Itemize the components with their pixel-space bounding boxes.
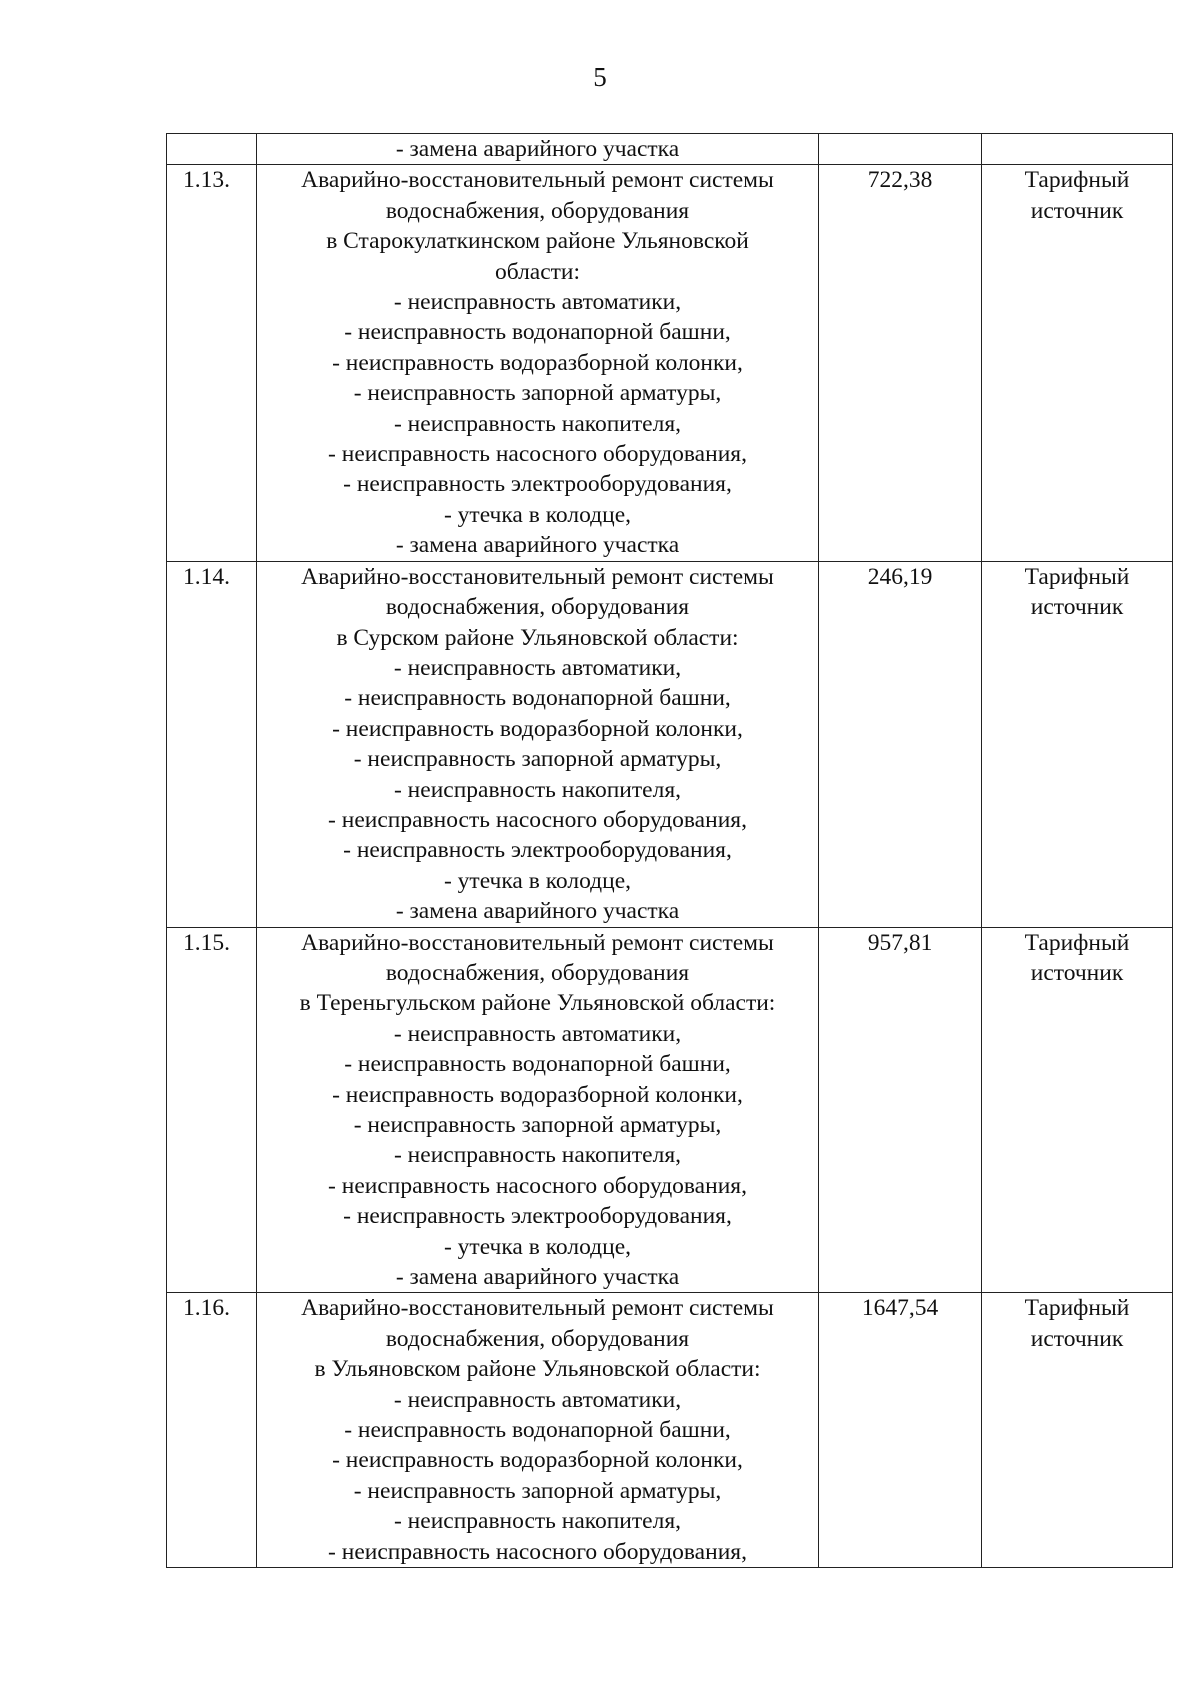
description-line: - неисправность насосного оборудования,	[328, 1172, 747, 1199]
description-line: в Ульяновском районе Ульяновской области:	[314, 1356, 761, 1383]
description-line: водоснабжения, оборудования	[385, 959, 690, 986]
description-line: - неисправность водонапорной башни,	[344, 319, 731, 346]
description-line: Аварийно-восстановительный ремонт системы	[301, 167, 774, 194]
description-line: - неисправность водонапорной башни,	[344, 1051, 731, 1078]
description-line: области:	[494, 258, 581, 285]
description-cell	[257, 561, 819, 927]
row-number: 1.16.	[167, 1293, 257, 1568]
source-line: Тарифный	[1024, 929, 1130, 956]
description-line: - неисправность автоматики,	[393, 1020, 682, 1047]
amount: 1647,54	[819, 1293, 982, 1568]
description-line: - неисправность насосного оборудования,	[328, 1538, 747, 1565]
works-table	[166, 133, 1173, 1568]
description-line: - неисправность электрооборудования,	[343, 471, 732, 498]
description-line: - замена аварийного участка	[395, 898, 680, 925]
amount: 246,19	[819, 561, 982, 927]
description-line: - замена аварийного участка	[395, 136, 680, 162]
description-line: Аварийно-восстановительный ремонт системы	[301, 929, 774, 956]
description-line: - неисправность запорной арматуры,	[353, 746, 722, 773]
description-line: - утечка в колодце,	[443, 501, 632, 528]
description-line: водоснабжения, оборудования	[385, 594, 690, 621]
description-line: - неисправность водонапорной башни,	[344, 685, 731, 712]
row-number: 1.15.	[167, 927, 257, 1293]
description-line: - неисправность насосного оборудования,	[328, 441, 747, 468]
description-line: водоснабжения, оборудования	[385, 1325, 690, 1352]
source-cell	[982, 927, 1173, 1293]
description-line: - неисправность автоматики,	[393, 1386, 682, 1413]
description-line: - утечка в колодце,	[443, 1233, 632, 1260]
row-number: 1.14.	[167, 561, 257, 927]
description-line: - замена аварийного участка	[395, 1264, 680, 1291]
source-cell	[982, 561, 1173, 927]
amount-cell	[819, 134, 982, 165]
description-line: - неисправность автоматики,	[393, 654, 682, 681]
row-number: 1.13.	[167, 165, 257, 561]
description-cell	[257, 165, 819, 561]
description-line: - неисправность накопителя,	[393, 1142, 681, 1169]
source-line: источник	[1030, 197, 1124, 224]
amount: 722,38	[819, 165, 982, 561]
table-row-1-14	[167, 561, 1173, 927]
description-cell	[257, 927, 819, 1293]
description-line: - неисправность водоразборной колонки,	[332, 349, 743, 376]
page-number: 5	[593, 62, 607, 92]
description-line: - утечка в колодце,	[443, 867, 632, 894]
description-line: - неисправность запорной арматуры,	[353, 1112, 722, 1138]
description-line: - неисправность электрооборудования,	[343, 1203, 732, 1230]
description-line: в Тереньгульском районе Ульяновской области:	[299, 990, 776, 1017]
source-line: Тарифный	[1024, 1295, 1130, 1322]
source-cell	[982, 134, 1173, 165]
description-line: - неисправность автоматики,	[393, 289, 682, 316]
description-cell	[257, 134, 819, 165]
description-line: - неисправность накопителя,	[393, 776, 681, 803]
description-line: - неисправность запорной арматуры,	[353, 1477, 722, 1504]
table-row-1-15	[167, 927, 1173, 1293]
source-line: источник	[1030, 594, 1124, 621]
description-line: Аварийно-восстановительный ремонт системы	[301, 1295, 774, 1322]
table-row-1-16	[167, 1293, 1173, 1568]
amount: 957,81	[819, 927, 982, 1293]
description-line: - неисправность водоразборной колонки,	[332, 1447, 743, 1474]
description-line: - неисправность накопителя,	[393, 410, 681, 437]
description-line: - неисправность водоразборной колонки,	[332, 1081, 743, 1108]
description-line: - неисправность водонапорной башни,	[344, 1417, 731, 1444]
description-line: водоснабжения, оборудования	[385, 197, 690, 224]
source-line: источник	[1030, 959, 1124, 986]
description-line: - неисправность накопителя,	[393, 1508, 681, 1535]
description-line: - неисправность запорной арматуры,	[353, 380, 722, 407]
description-line: в Старокулаткинском районе Ульяновской	[326, 228, 749, 255]
row-number-cell	[167, 134, 257, 165]
description-line: - замена аварийного участка	[395, 532, 680, 559]
description-line: - неисправность насосного оборудования,	[328, 806, 747, 833]
source-cell	[982, 165, 1173, 561]
source-line: Тарифный	[1024, 563, 1130, 590]
source-line: Тарифный	[1024, 167, 1130, 194]
table-row-continuation	[167, 134, 1173, 165]
description-line: в Сурском районе Ульяновской области:	[336, 624, 739, 651]
description-cell	[257, 1293, 819, 1568]
source-cell	[982, 1293, 1173, 1568]
source-line: источник	[1030, 1325, 1124, 1352]
description-line: Аварийно-восстановительный ремонт системы	[301, 563, 774, 590]
table-row-1-13	[167, 165, 1173, 561]
description-line: - неисправность электрооборудования,	[343, 837, 732, 864]
description-line: - неисправность водоразборной колонки,	[332, 715, 743, 742]
